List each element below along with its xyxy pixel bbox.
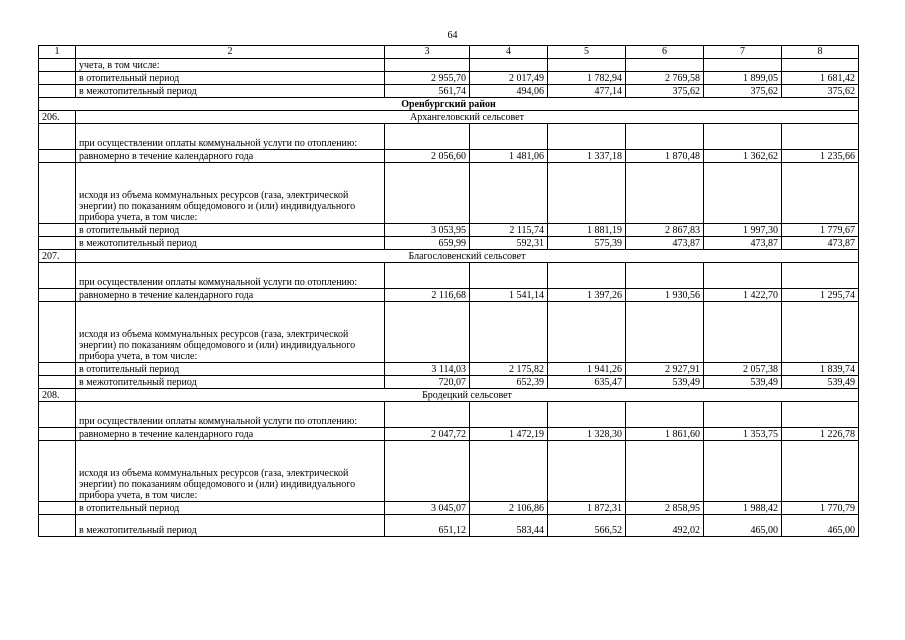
table-row — [39, 363, 859, 376]
value-cell: 2 116,68 — [385, 289, 470, 302]
header-cell: 2 — [76, 46, 385, 59]
empty-cell — [470, 402, 548, 428]
header-cell: 7 — [704, 46, 782, 59]
table-row — [39, 302, 859, 363]
empty-cell — [782, 263, 859, 289]
empty-cell — [385, 124, 470, 150]
value-cell: 635,47 — [548, 376, 626, 389]
row-number-cell — [39, 289, 76, 302]
table-row — [39, 402, 859, 428]
empty-cell — [626, 163, 704, 224]
row-number-cell — [39, 124, 76, 150]
empty-cell — [470, 263, 548, 289]
description-cell: при осуществлении оплаты коммунальной услуги по отоплению: — [76, 263, 385, 289]
empty-cell — [385, 402, 470, 428]
value-cell: 492,02 — [626, 515, 704, 537]
value-cell: 1 397,26 — [548, 289, 626, 302]
value-cell: 477,14 — [548, 85, 626, 98]
empty-cell — [782, 302, 859, 363]
value-cell: 1 681,42 — [782, 72, 859, 85]
settlement-row — [39, 111, 859, 124]
empty-cell — [548, 263, 626, 289]
row-number-cell — [39, 302, 76, 363]
settlement-name: Бродецкий сельсовет — [76, 389, 859, 402]
empty-cell — [385, 163, 470, 224]
empty-cell — [626, 302, 704, 363]
table-row — [39, 72, 859, 85]
header-cell: 6 — [626, 46, 704, 59]
value-cell: 1 839,74 — [782, 363, 859, 376]
empty-cell — [470, 302, 548, 363]
header-cell: 5 — [548, 46, 626, 59]
value-cell: 2 867,83 — [626, 224, 704, 237]
header-row — [39, 46, 859, 59]
header-cell: 8 — [782, 46, 859, 59]
district-row — [39, 98, 859, 111]
value-cell: 566,52 — [548, 515, 626, 537]
header-cell: 1 — [39, 46, 76, 59]
value-cell: 473,87 — [626, 237, 704, 250]
value-cell: 1 770,79 — [782, 502, 859, 515]
value-cell: 375,62 — [704, 85, 782, 98]
empty-cell — [385, 59, 470, 72]
tariff-table — [38, 45, 859, 537]
empty-cell — [470, 59, 548, 72]
value-cell: 2 115,74 — [470, 224, 548, 237]
value-cell: 473,87 — [782, 237, 859, 250]
value-cell: 583,44 — [470, 515, 548, 537]
empty-cell — [704, 302, 782, 363]
table-row — [39, 124, 859, 150]
value-cell: 1 779,67 — [782, 224, 859, 237]
empty-cell — [626, 263, 704, 289]
description-cell: в отопительный период — [76, 502, 385, 515]
value-cell: 720,07 — [385, 376, 470, 389]
empty-cell — [782, 441, 859, 502]
settlement-row — [39, 389, 859, 402]
row-number-cell — [39, 376, 76, 389]
row-number-cell — [39, 150, 76, 163]
value-cell: 2 927,91 — [626, 363, 704, 376]
value-cell: 1 472,19 — [470, 428, 548, 441]
value-cell: 659,99 — [385, 237, 470, 250]
empty-cell — [470, 441, 548, 502]
value-cell: 1 899,05 — [704, 72, 782, 85]
empty-cell — [782, 402, 859, 428]
table-row — [39, 515, 859, 537]
value-cell: 1 782,94 — [548, 72, 626, 85]
value-cell: 2 017,49 — [470, 72, 548, 85]
page-number: 64 — [447, 30, 458, 41]
value-cell: 465,00 — [704, 515, 782, 537]
description-cell: исходя из объема коммунальных ресурсов (газа, электрической энергии) по показаниям общедомового и (или) индивидуального прибора учета, в том числе: — [76, 302, 385, 363]
table-row — [39, 85, 859, 98]
description-cell: равномерно в течение календарного года — [76, 428, 385, 441]
description-cell: при осуществлении оплаты коммунальной услуги по отоплению: — [76, 124, 385, 150]
value-cell: 3 045,07 — [385, 502, 470, 515]
table-row — [39, 224, 859, 237]
row-number-cell — [39, 163, 76, 224]
row-number-cell — [39, 402, 76, 428]
settlement-name: Архангеловский сельсовет — [76, 111, 859, 124]
row-number-cell — [39, 363, 76, 376]
description-cell: при осуществлении оплаты коммунальной услуги по отоплению: — [76, 402, 385, 428]
settlement-row — [39, 250, 859, 263]
row-number-cell — [39, 85, 76, 98]
row-number: 207. — [39, 250, 76, 263]
value-cell: 2 056,60 — [385, 150, 470, 163]
empty-cell — [704, 263, 782, 289]
value-cell: 1 481,06 — [470, 150, 548, 163]
row-number-cell — [39, 428, 76, 441]
table-row — [39, 163, 859, 224]
value-cell: 592,31 — [470, 237, 548, 250]
table-row — [39, 150, 859, 163]
value-cell: 2 047,72 — [385, 428, 470, 441]
value-cell: 1 328,30 — [548, 428, 626, 441]
description-cell: равномерно в течение календарного года — [76, 289, 385, 302]
district-title: Оренбургский район — [39, 98, 859, 111]
description-cell: учета, в том числе: — [76, 59, 385, 72]
row-number-cell — [39, 224, 76, 237]
value-cell: 1 541,14 — [470, 289, 548, 302]
settlement-name: Благословенский сельсовет — [76, 250, 859, 263]
value-cell: 1 930,56 — [626, 289, 704, 302]
value-cell: 2 858,95 — [626, 502, 704, 515]
value-cell: 1 337,18 — [548, 150, 626, 163]
empty-cell — [704, 124, 782, 150]
value-cell: 1 235,66 — [782, 150, 859, 163]
row-number: 208. — [39, 389, 76, 402]
value-cell: 2 769,58 — [626, 72, 704, 85]
empty-cell — [470, 163, 548, 224]
description-cell: в межотопительный период — [76, 85, 385, 98]
row-number: 206. — [39, 111, 76, 124]
value-cell: 1 362,62 — [704, 150, 782, 163]
empty-cell — [626, 441, 704, 502]
description-cell: в межотопительный период — [76, 515, 385, 537]
empty-cell — [385, 302, 470, 363]
value-cell: 465,00 — [782, 515, 859, 537]
value-cell: 1 941,26 — [548, 363, 626, 376]
description-cell: исходя из объема коммунальных ресурсов (газа, электрической энергии) по показаниям общедомового и (или) индивидуального прибора учета, в том числе: — [76, 441, 385, 502]
empty-cell — [704, 163, 782, 224]
description-cell: в отопительный период — [76, 363, 385, 376]
value-cell: 1 422,70 — [704, 289, 782, 302]
value-cell: 539,49 — [704, 376, 782, 389]
value-cell: 473,87 — [704, 237, 782, 250]
table-body — [39, 46, 859, 537]
row-number-cell — [39, 441, 76, 502]
empty-cell — [626, 59, 704, 72]
value-cell: 2 955,70 — [385, 72, 470, 85]
empty-cell — [782, 124, 859, 150]
empty-cell — [470, 124, 548, 150]
value-cell: 1 881,19 — [548, 224, 626, 237]
value-cell: 539,49 — [626, 376, 704, 389]
empty-cell — [548, 59, 626, 72]
description-cell: в отопительный период — [76, 224, 385, 237]
value-cell: 1 872,31 — [548, 502, 626, 515]
row-number-cell — [39, 59, 76, 72]
value-cell: 375,62 — [782, 85, 859, 98]
value-cell: 1 353,75 — [704, 428, 782, 441]
value-cell: 2 175,82 — [470, 363, 548, 376]
empty-cell — [704, 441, 782, 502]
table-row — [39, 441, 859, 502]
value-cell: 494,06 — [470, 85, 548, 98]
value-cell: 2 057,38 — [704, 363, 782, 376]
empty-cell — [548, 402, 626, 428]
value-cell: 652,39 — [470, 376, 548, 389]
value-cell: 2 106,86 — [470, 502, 548, 515]
empty-cell — [626, 402, 704, 428]
empty-cell — [548, 124, 626, 150]
table-row — [39, 428, 859, 441]
value-cell: 1 988,42 — [704, 502, 782, 515]
table-row — [39, 502, 859, 515]
row-number-cell — [39, 263, 76, 289]
value-cell: 1 997,30 — [704, 224, 782, 237]
description-cell: в межотопительный период — [76, 237, 385, 250]
empty-cell — [548, 302, 626, 363]
table-row — [39, 237, 859, 250]
value-cell: 1 226,78 — [782, 428, 859, 441]
empty-cell — [782, 163, 859, 224]
value-cell: 1 870,48 — [626, 150, 704, 163]
value-cell: 651,12 — [385, 515, 470, 537]
table-row — [39, 289, 859, 302]
description-cell: исходя из объема коммунальных ресурсов (газа, электрической энергии) по показаниям общедомового и (или) индивидуального прибора учета, в том числе: — [76, 163, 385, 224]
table-row — [39, 59, 859, 72]
description-cell: в отопительный период — [76, 72, 385, 85]
empty-cell — [385, 263, 470, 289]
empty-cell — [704, 402, 782, 428]
value-cell: 539,49 — [782, 376, 859, 389]
value-cell: 561,74 — [385, 85, 470, 98]
header-cell: 3 — [385, 46, 470, 59]
empty-cell — [548, 163, 626, 224]
row-number-cell — [39, 72, 76, 85]
value-cell: 375,62 — [626, 85, 704, 98]
table-row — [39, 263, 859, 289]
value-cell: 1 861,60 — [626, 428, 704, 441]
row-number-cell — [39, 237, 76, 250]
empty-cell — [548, 441, 626, 502]
value-cell: 1 295,74 — [782, 289, 859, 302]
empty-cell — [385, 441, 470, 502]
empty-cell — [626, 124, 704, 150]
description-cell: равномерно в течение календарного года — [76, 150, 385, 163]
value-cell: 575,39 — [548, 237, 626, 250]
header-cell: 4 — [470, 46, 548, 59]
row-number-cell — [39, 515, 76, 537]
row-number-cell — [39, 502, 76, 515]
empty-cell — [782, 59, 859, 72]
table-row — [39, 376, 859, 389]
empty-cell — [704, 59, 782, 72]
description-cell: в межотопительный период — [76, 376, 385, 389]
value-cell: 3 053,95 — [385, 224, 470, 237]
value-cell: 3 114,03 — [385, 363, 470, 376]
